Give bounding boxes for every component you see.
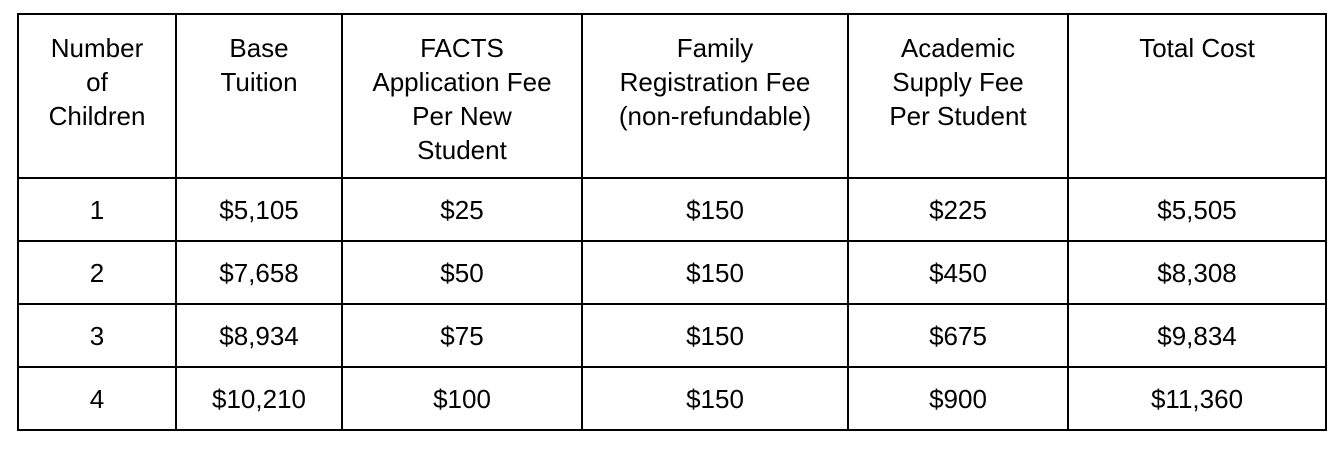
cell-supply-fee: $225 xyxy=(848,178,1068,241)
cell-registration-fee: $150 xyxy=(582,178,848,241)
cell-application-fee: $75 xyxy=(342,304,582,367)
cell-supply-fee: $675 xyxy=(848,304,1068,367)
table-row xyxy=(18,367,1326,430)
cell-total-cost: $5,505 xyxy=(1068,178,1326,241)
table-row xyxy=(18,178,1326,241)
cell-total-cost: $8,308 xyxy=(1068,241,1326,304)
cell-children: 2 xyxy=(18,241,176,304)
cell-base-tuition: $8,934 xyxy=(176,304,342,367)
cell-application-fee: $50 xyxy=(342,241,582,304)
header-family-registration-fee: Family Registration Fee (non-refundable) xyxy=(582,14,848,178)
header-total-cost: Total Cost xyxy=(1068,14,1326,178)
cell-registration-fee: $150 xyxy=(582,367,848,430)
table-header-row xyxy=(18,14,1326,178)
cell-application-fee: $100 xyxy=(342,367,582,430)
header-number-of-children: Number of Children xyxy=(18,14,176,178)
cell-supply-fee: $450 xyxy=(848,241,1068,304)
header-academic-supply-fee: Academic Supply Fee Per Student xyxy=(848,14,1068,178)
header-facts-application-fee: FACTS Application Fee Per New Student xyxy=(342,14,582,178)
tuition-fee-table xyxy=(17,13,1327,431)
cell-base-tuition: $5,105 xyxy=(176,178,342,241)
table-row xyxy=(18,304,1326,367)
table-row xyxy=(18,241,1326,304)
cell-total-cost: $9,834 xyxy=(1068,304,1326,367)
cell-children: 3 xyxy=(18,304,176,367)
cell-base-tuition: $7,658 xyxy=(176,241,342,304)
cell-application-fee: $25 xyxy=(342,178,582,241)
cell-registration-fee: $150 xyxy=(582,241,848,304)
cell-registration-fee: $150 xyxy=(582,304,848,367)
cell-children: 4 xyxy=(18,367,176,430)
cell-total-cost: $11,360 xyxy=(1068,367,1326,430)
cell-supply-fee: $900 xyxy=(848,367,1068,430)
tuition-table-container xyxy=(17,13,1327,431)
header-base-tuition: Base Tuition xyxy=(176,14,342,178)
cell-children: 1 xyxy=(18,178,176,241)
cell-base-tuition: $10,210 xyxy=(176,367,342,430)
